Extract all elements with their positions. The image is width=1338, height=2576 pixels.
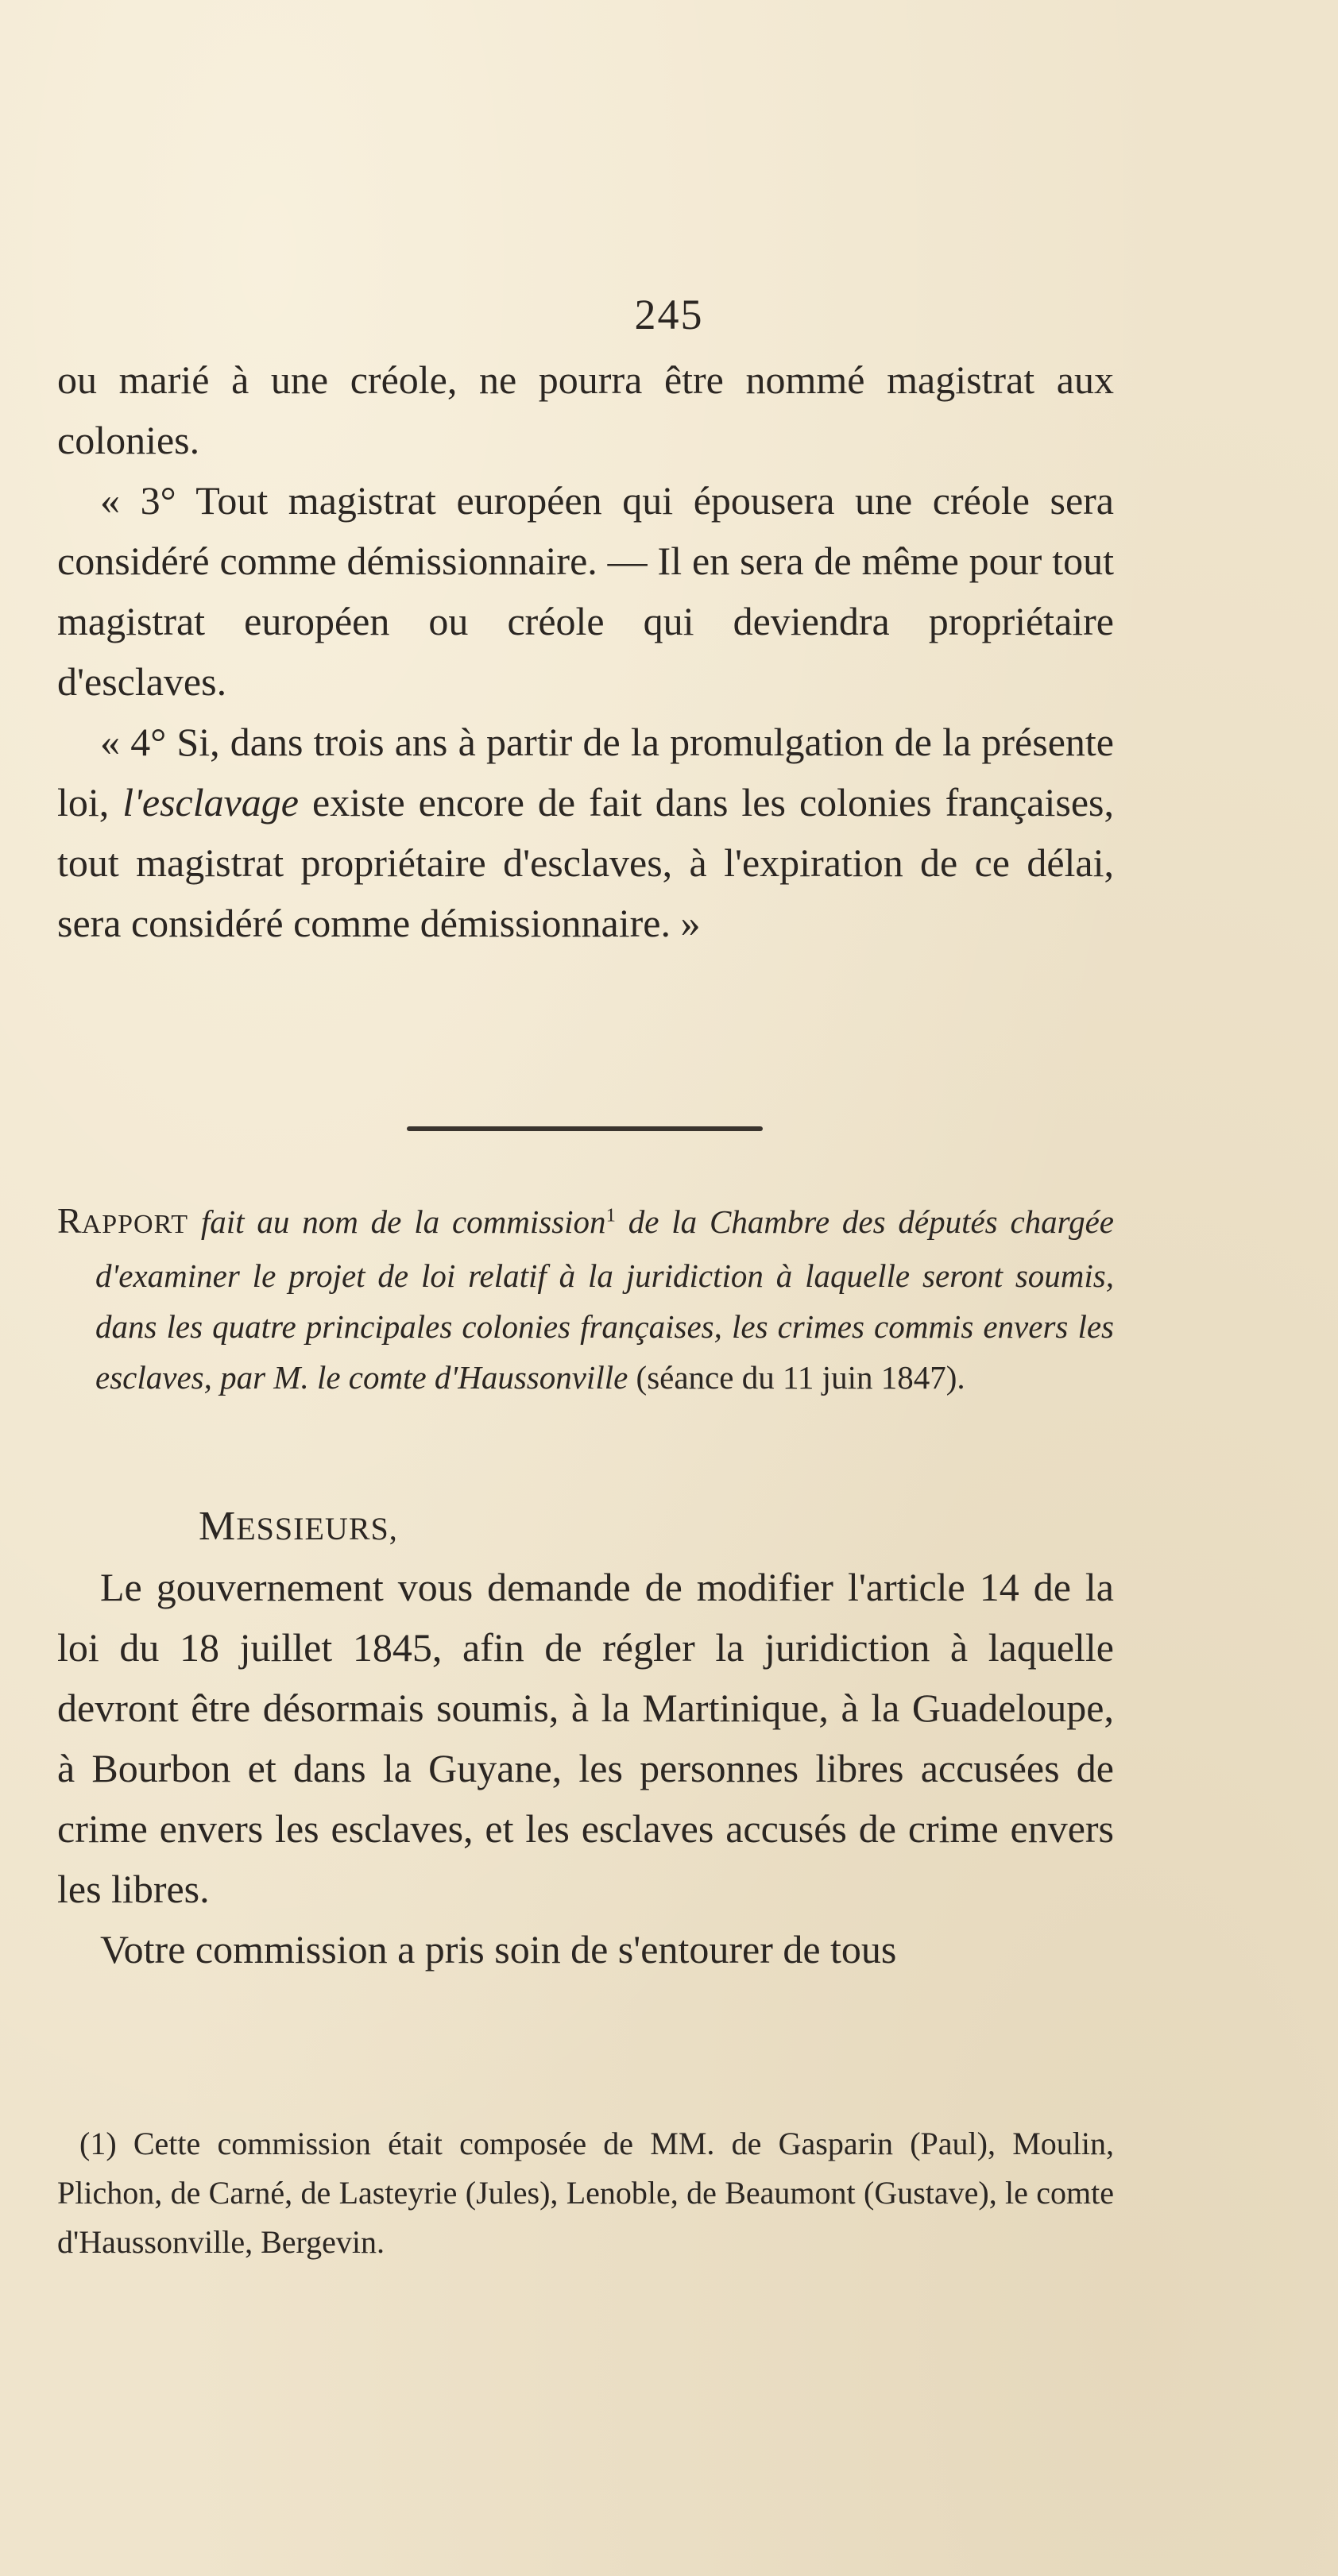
intro-text-block [57,350,1114,953]
footnote-text: (1) Cette commission était composée de MM. de Gasparin (Paul), Moulin, Plichon, de Carné, de Lasteyrie (Jules), Lenoble, de Beaumont (Gustave), le comte d'Haussonville, Bergevin. [57,2126,1114,2260]
main-text-block [57,1557,1114,1979]
salutation-rest: ESSIEURS, [236,1511,398,1547]
report-drop-letter: R [57,1200,82,1241]
report-small-caps: APPORT [81,1210,189,1239]
footnote-reference: 1 [605,1204,616,1226]
salutation-first-letter: M [199,1504,237,1549]
section-divider [407,1126,763,1131]
main-paragraph-1: Le gouvernement vous demande de modifier l'article 14 de la loi du 18 juillet 1845, afin de régler la juridiction à laquelle devront être désormais soumis, à la Martinique, à la Guadeloupe, à Bourbon et dans la Guyane, les personnes libres accusées de crime envers les esclaves, et les esclaves accusés de crime envers les libres. [57,1565,1114,1911]
salutation [199,1503,398,1550]
article-4-text-start: « 4° Si, dans trois ans à partir de la promulgation de la présente loi, [57,720,1114,825]
report-heading [57,1195,1114,1403]
report-title-italic-end: de la Chambre des députés chargée d'examiner le projet de loi relatif à la juridiction à laquelle seront soumis, dans les quatre principales colonies françaises, les crimes commis envers les esclaves, par M. le comte d'Haussonville [95,1203,1114,1396]
article-3-paragraph: « 3° Tout magistrat européen qui épousera une créole sera considéré comme démissionnaire. — Il en sera de même pour tout magistrat européen ou créole qui deviendra propriétaire d'esclaves. [57,478,1114,704]
article-4-text-end: existe encore de fait dans les colonies françaises, tout magistrat propriétaire d'esclaves, à l'expiration de ce délai, sera considéré comme démissionnaire. » [57,780,1114,945]
article-4-paragraph [57,712,1114,953]
page-number: 245 [634,291,704,338]
report-title [57,1195,1114,1403]
report-session-date: (séance du 11 juin 1847). [628,1359,965,1396]
footnote [57,2119,1114,2267]
report-title-italic-start: fait au nom de la commission [188,1203,606,1240]
article-4-italic-term: l'esclavage [122,780,300,825]
intro-line: ou marié à une créole, ne pourra être nommé magistrat aux colonies. [57,357,1114,462]
main-paragraph-2: Votre commission a pris soin de s'entourer de tous [100,1927,897,1972]
